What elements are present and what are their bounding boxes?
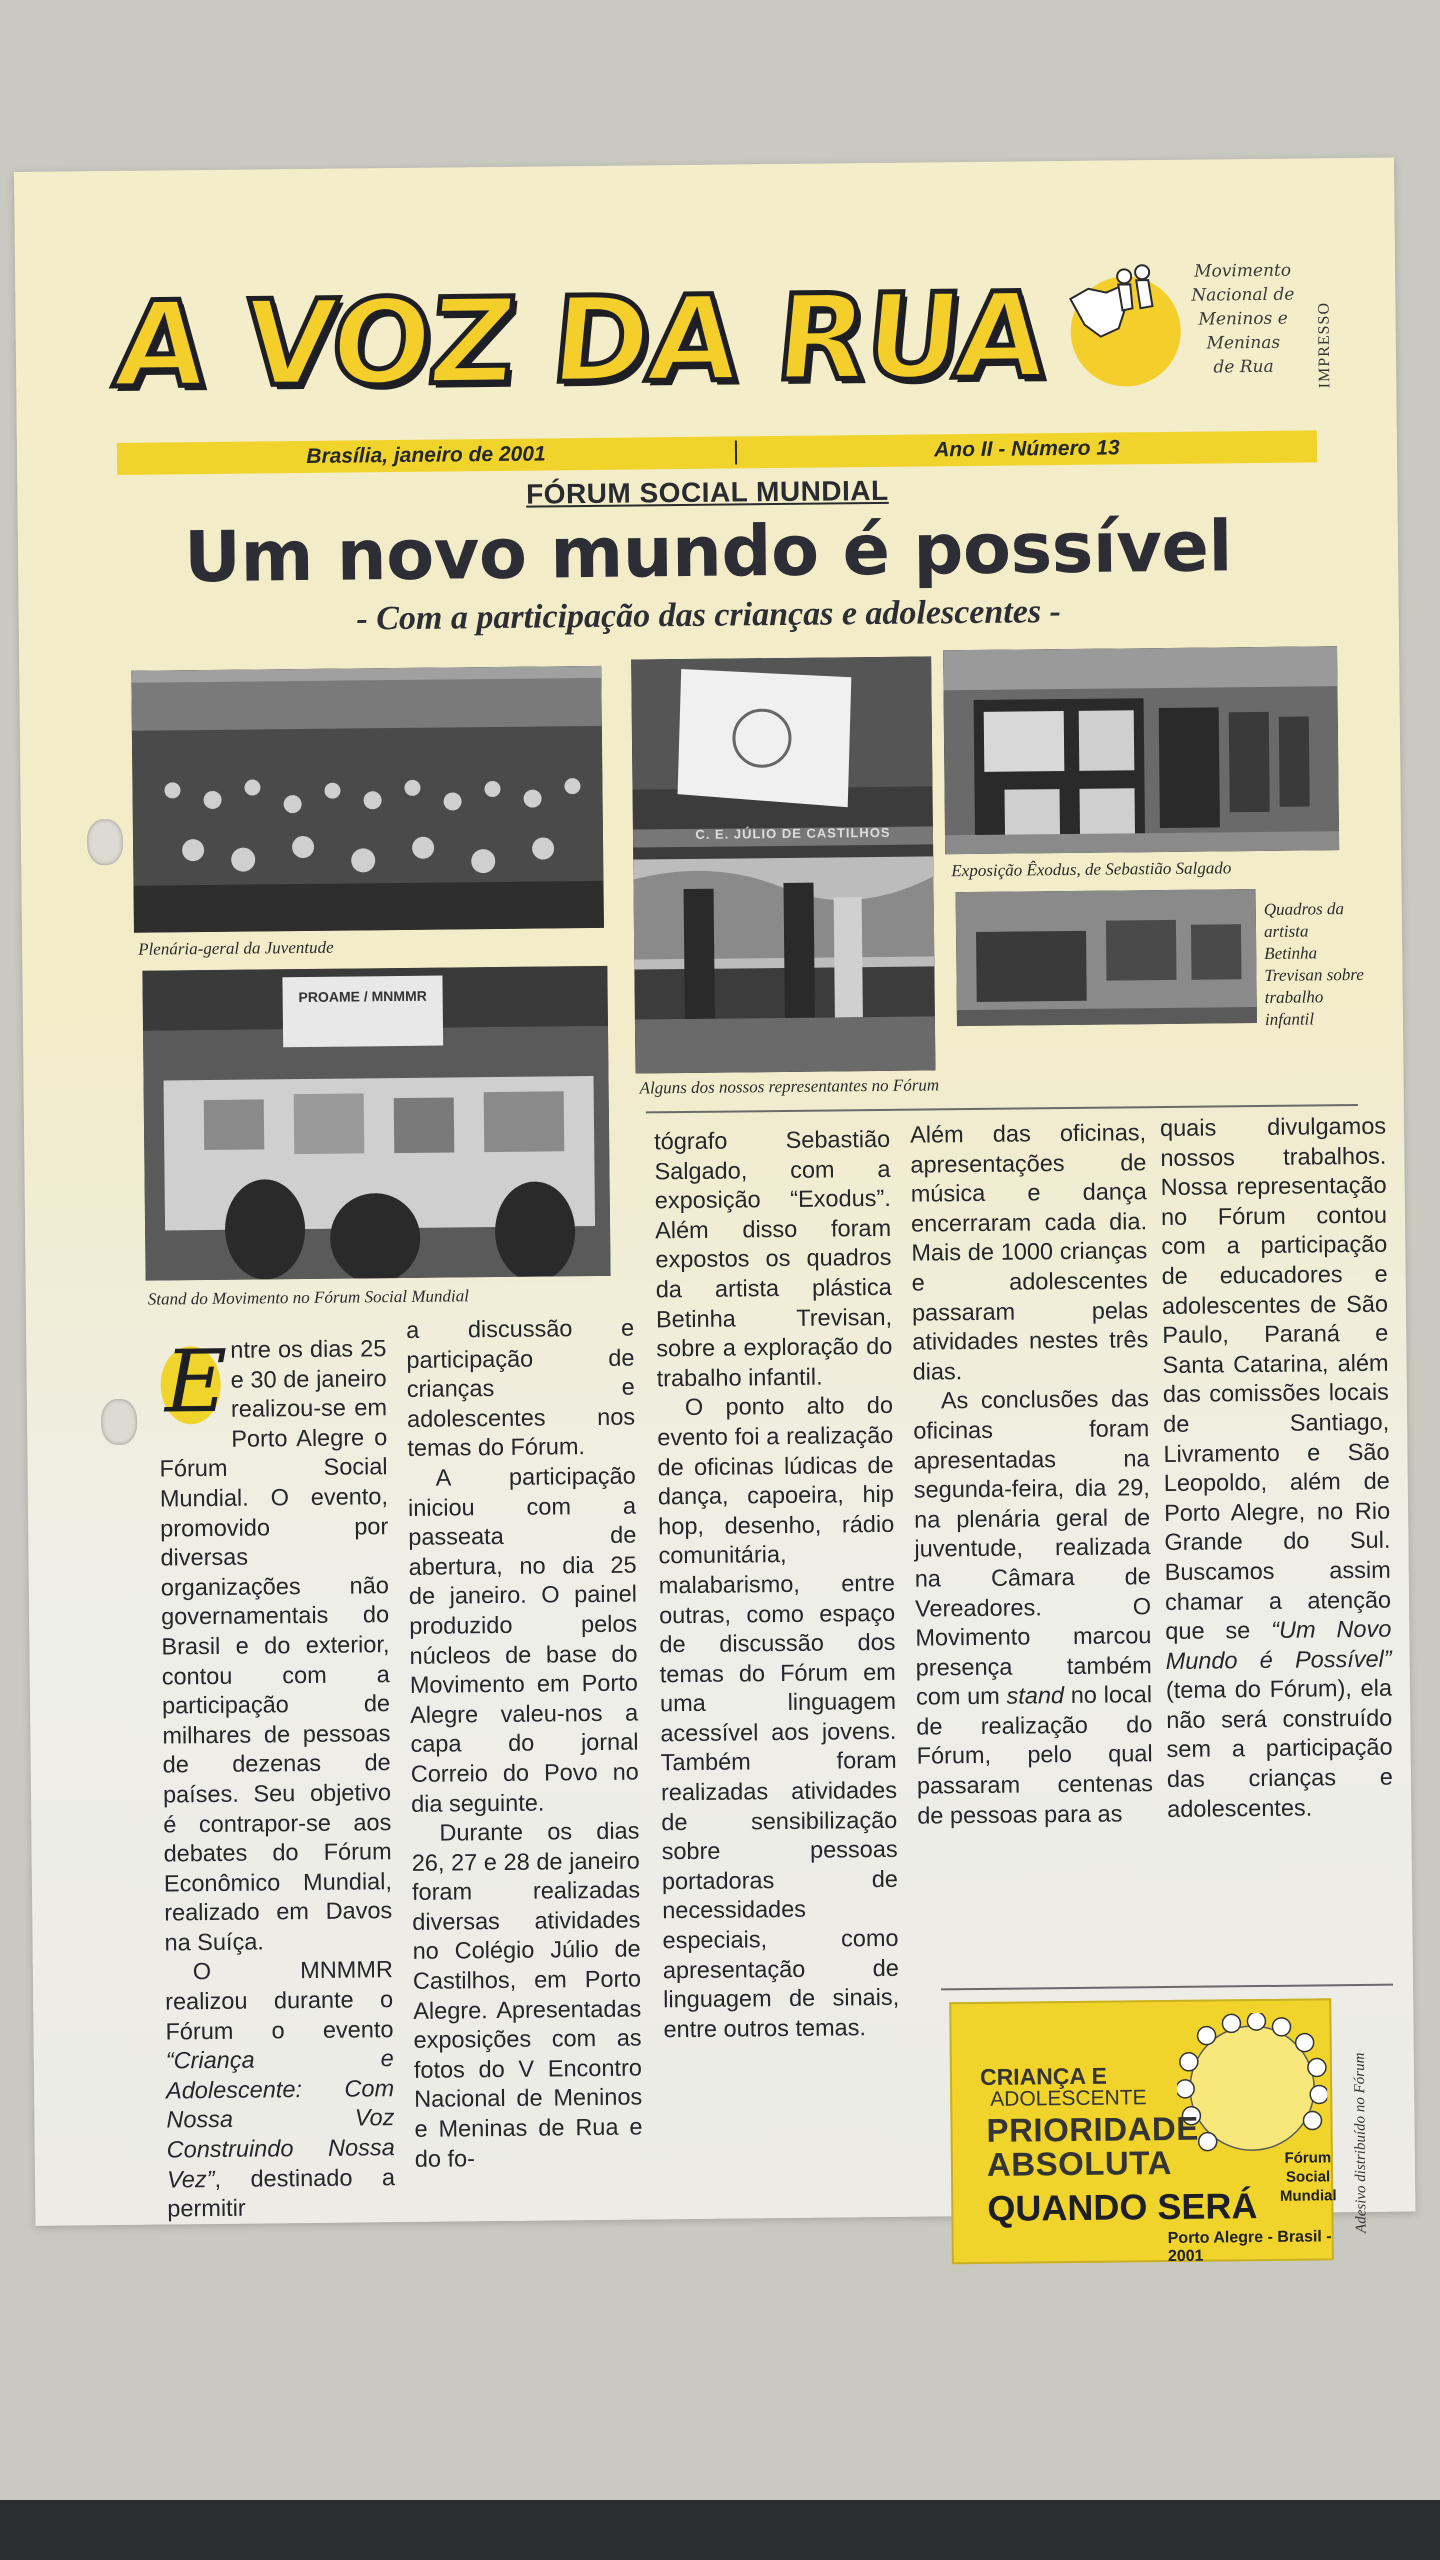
paragraph-text: quais divulgamos nossos trabalhos. Nossa representação no Fórum contou com a participação de educadores e adolescentes de São Paulo, Paraná e Santa Catarina, além das comissões locais de Santiago, Livramento e São Leopoldo, além de Porto Alegre, no Rio Grande do Sul. Buscamos assim chamar a atenção que se <box>1159 1112 1392 1645</box>
paragraph: a discussão e participação de crianças e adolescentes nos temas do Fórum. <box>406 1314 636 1462</box>
paragraph: Além das oficinas, apresentações de música e dança encerraram cada dia. Mais de 1000 crianças e adolescentes passaram pelas atividades nestes três dias. <box>909 1119 1149 1385</box>
edition-date: Brasília, janeiro de 2001 <box>117 440 737 470</box>
school-sign: C. E. JÚLIO DE CASTILHOS <box>695 824 891 842</box>
movement-line: Nacional de <box>1191 284 1295 306</box>
paragraph-text: , destinado a permitir <box>167 2163 396 2222</box>
paragraph-text: (tema do Fórum), ela não será construído sem a participação das crianças e adolescentes. <box>1165 1674 1394 1822</box>
punch-hole <box>101 1399 137 1445</box>
table-surface <box>0 2500 1440 2560</box>
caption-stand: Stand do Movimento no Fórum Social Mundial <box>147 1286 469 1309</box>
body-column-2 <box>406 1314 643 2175</box>
movement-name <box>1175 258 1311 379</box>
paragraph-text: ntre os dias 25 e 30 de janeiro realizou-se em Porto Alegre o Fórum Social Mundial. O evento, promovido por diversas organizações não governamentais do Brasil e do exterior, contou com a participação de milhares de pessoas de dezenas de países. Seu objetivo é contrapor-se aos debates do Fórum Econômico Mundial, realizado em Davos na Suíça. <box>159 1335 393 1956</box>
forum-badge <box>1273 2148 1344 2206</box>
paragraph: Durante os dias 26, 27 e 28 de janeiro foram realizadas diversas atividades no Colégio Júlio de Castilhos, em Porto Alegre. Apresentadas exposições com as fotos do V Encontro Nacional de Meninos e Meninas de Rua e do fo- <box>411 1817 643 2172</box>
newspaper-page <box>14 158 1415 2266</box>
photo-quadros <box>956 889 1257 1026</box>
body-column-5 <box>1160 1112 1393 1825</box>
body-column-3 <box>654 1125 900 2045</box>
paragraph <box>165 1956 396 2225</box>
stand-word: stand <box>1006 1682 1065 1709</box>
forum-badge-line: Fórum <box>1284 2149 1332 2167</box>
children-figures-icon <box>1060 258 1181 369</box>
body-column-1 <box>158 1331 396 2224</box>
headline: Um novo mundo é possível <box>183 505 1233 599</box>
sticker-line: PRIORIDADE <box>986 2109 1199 2149</box>
proame-sign: PROAME / MNMMR <box>298 987 427 1006</box>
movement-line: de Rua <box>1213 356 1274 378</box>
children-faces-icon <box>1176 2012 1328 2164</box>
photo-representantes <box>631 656 935 1073</box>
date-band <box>117 430 1317 475</box>
paragraph-text: no local de realização do Fórum, pelo qual passaram centenas de pessoas para as <box>916 1681 1154 1829</box>
paragraph-text: As conclusões das oficinas foram apresentadas na segunda-feira, dia 29, na plenária geral de juventude, realizada na Câmara de Vereadores. O Movimento marcou presença também com um <box>913 1385 1152 1710</box>
impresso-label: IMPRESSO <box>1315 301 1334 389</box>
sticker-line: ADOLESCENTE <box>990 2086 1147 2111</box>
caption-representantes: Alguns dos nossos representantes no Fórum <box>639 1075 940 1098</box>
caption-plenaria: Plenária-geral da Juventude <box>138 937 334 959</box>
paragraph-text: O MNMMR realizou durante o Fórum o evento <box>165 1956 394 2045</box>
paragraph <box>158 1331 393 1958</box>
sticker-slogan: QUANDO SERÁ <box>987 2185 1258 2229</box>
movement-line: Meninos e <box>1198 308 1288 330</box>
paragraph <box>1160 1112 1393 1825</box>
caption-quadros: Quadros da artista Betinha Trevisan sobre trabalho infantil <box>1263 899 1364 1029</box>
drop-cap <box>158 1331 228 1433</box>
punch-hole <box>87 819 123 865</box>
photo-stand <box>142 966 610 1281</box>
forum-badge-line: Mundial <box>1279 2187 1337 2205</box>
paragraph: A participação iniciou com a passeata de abertura, no dia 25 de janeiro. O painel produzido pelos núcleos de base do Movimento em Porto Alegre valeu-nos a capa do jornal Correio do Povo no dia seguinte. <box>407 1462 639 1817</box>
sticker-side-note: Adesivo distribuído no Fórum <box>1351 2052 1370 2234</box>
subheadline: - Com a participação das crianças e adolescentes - <box>356 593 1062 638</box>
paragraph: tógrafo Sebastião Salgado, com a exposição “Exodus”. Além disso foram expostos os quadros da artista plástica Betinha Trevisan, sobre a exploração do trabalho infantil. <box>654 1125 893 1392</box>
masthead-title: A VOZ DA RUA <box>109 266 1052 415</box>
sticker-location: Porto Alegre - Brasil - 2001 <box>1167 2228 1332 2266</box>
forum-theme: “Um Novo Mundo é Possível” <box>1165 1615 1392 1674</box>
movement-logo <box>1050 258 1186 384</box>
section-kicker: FÓRUM SOCIAL MUNDIAL <box>525 474 889 510</box>
masthead <box>109 266 1052 426</box>
photo-plenaria <box>131 666 604 933</box>
sticker-line: ABSOLUTA <box>986 2143 1172 2183</box>
paragraph <box>913 1385 1154 1831</box>
forum-badge-line: Social <box>1285 2168 1331 2186</box>
caption-exodus: Exposição Êxodus, de Sebastião Salgado <box>951 858 1232 881</box>
body-column-4 <box>910 1118 1153 1831</box>
ad-rule <box>941 1984 1393 1991</box>
drop-cap-letter: E <box>164 1331 228 1433</box>
photo-exodus <box>943 646 1339 854</box>
event-title: “Criança e Adolescente: Com Nossa Voz Construindo Nossa Vez” <box>165 2045 395 2193</box>
issue-number: Ano II - Número 13 <box>934 436 1120 462</box>
sticker-advertisement <box>949 1998 1337 2266</box>
column-rule <box>646 1104 1358 1113</box>
movement-line: Meninas <box>1206 332 1281 354</box>
sticker-line: CRIANÇA E <box>979 2062 1108 2090</box>
movement-line: Movimento <box>1194 260 1292 282</box>
paragraph: O ponto alto do evento foi a realização de oficinas lúdicas de dança, capoeira, hip hop, desenho, rádio comunitária, malabarismo, entre outras, como espaço de discussão dos temas do Fórum em uma linguagem acessível aos jovens. Também foram realizadas atividades de sensibilização sobre pessoas portadoras de necessidades especiais, como apresentação de linguagem de sinais, entre outros temas. <box>657 1392 900 2043</box>
